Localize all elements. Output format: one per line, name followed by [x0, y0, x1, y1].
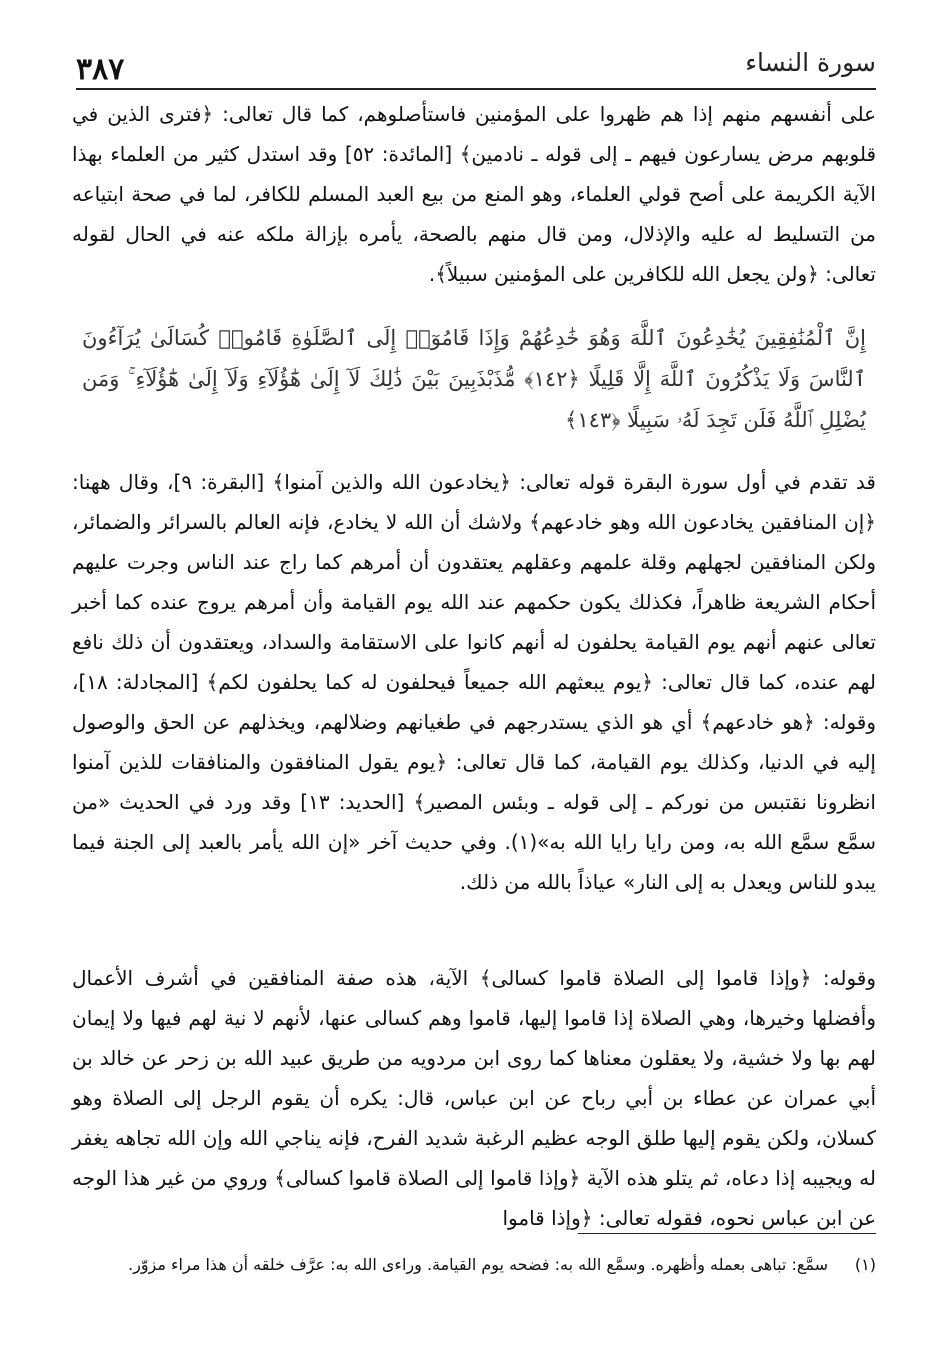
- page-header: [76, 40, 876, 90]
- paragraph-3: وقوله: ﴿وإذا قاموا إلى الصلاة قاموا كسالى﴾ الآية، هذه صفة المنافقين في أشرف الأعمال وأفضلها وخيرها، وهي الصلاة إذا قاموا إليها، قاموا وهم كسالى عنها، لأنهم لا نية لهم فيها ولا إيمان لهم بها ولا خشية، ولا يعقلون معناها كما روى ابن مردويه من طريق عبيد الله بن زحر عن خالد بن أبي عمران عن عطاء بن أبي رباح عن ابن عباس، قال: يكره أن يقوم الرجل إلى الصلاة وهو كسلان، ولكن يقوم إليها طلق الوجه عظيم الرغبة شديد الفرح، فإنه يناجي الله وإن الله تجاهه يغفر له ويجيبه إذا دعاه، ثم يتلو هذه الآية ﴿وإذا قاموا إلى الصلاة قاموا كسالى﴾ وروي من غير هذا الوجه عن ابن عباس نحوه، فقوله تعالى: ﴿وإذا قاموا: [72, 966, 876, 1230]
- paragraph-2: قد تقدم في أول سورة البقرة قوله تعالى: ﴿يخادعون الله والذين آمنوا﴾ [البقرة: ٩]، وقال ههنا: ﴿إن المنافقين يخادعون الله وهو خادعهم﴾ ولاشك أن الله لا يخادع، فإنه العالم بالسرائر والضمائر، ولكن المنافقين لجهلهم وقلة علمهم وعقلهم يعتقدون أن أمرهم كما راج عند الناس وجرت عليهم أحكام الشريعة ظاهراً، فكذلك يكون حكمهم عند الله يوم القيامة وأن أمرهم يروج عنده كما أخبر تعالى عنهم أنهم يوم القيامة يحلفون له أنهم كانوا على الاستقامة والسداد، ويعتقدون أن ذلك نافع لهم عنده، كما قال تعالى: ﴿يوم يبعثهم الله جميعاً فيحلفون له كما يحلفون لكم﴾ [المجادلة: ١٨]، وقوله: ﴿هو خادعهم﴾ أي هو الذي يستدرجهم في طغيانهم وضلالهم، ويخذلهم عن الحق والوصول إليه في الدنيا، وكذلك يوم القيامة، كما قال تعالى: ﴿يوم يقول المنافقون والمنافقات للذين آمنوا انظرونا نقتبس من نوركم ـ إلى قوله ـ وبئس المصير﴾ [الحديد: ١٣] وقد ورد في الحديث «من سمَّع سمَّع الله به، ومن رايا رايا الله به»(١). وفي حديث آخر «إن الله يأمر بالعبد إلى الجنة فيما يبدو للناس ويعدل به إلى النار» عياذاً بالله من ذلك.: [72, 470, 876, 894]
- paragraph-3-block: [72, 958, 876, 1228]
- footnote-text: سمَّع: تباهى بعمله وأظهره. وسمَّع الله به: فضحه يوم القيامة. وراءى الله به: عرَّف خلقه أن هذا مراء مزوّر.: [128, 1255, 828, 1274]
- paragraph-1-block: [72, 94, 876, 304]
- page-number: ٣٨٧: [76, 52, 125, 87]
- quran-verse: إِنَّ ٱلْمُنَٰفِقِينَ يُخَٰدِعُونَ ٱللَّهَ وَهُوَ خَٰدِعُهُمْ وَإِذَا قَامُوٓا۟ إِلَى ٱلصَّلَوٰةِ قَامُوا۟ كُسَالَىٰ يُرَآءُونَ ٱلنَّاسَ وَلَا يَذْكُرُونَ ٱللَّهَ إِلَّا قَلِيلًا ﴿١٤٢﴾ مُّذَبْذَبِينَ بَيْنَ ذَٰلِكَ لَآ إِلَىٰ هَٰٓؤُلَآءِ وَلَآ إِلَىٰ هَٰٓؤُلَآءِ ۚ وَمَن يُضْلِلِ ٱللَّهُ فَلَن تَجِدَ لَهُۥ سَبِيلًا ﴿١٤٣﴾: [82, 326, 867, 432]
- footnote-separator: [578, 1233, 876, 1234]
- quran-verse-block: [82, 318, 866, 442]
- paragraph-1: على أنفسهم منهم إذا هم ظهروا على المؤمنين فاستأصلوهم، كما قال تعالى: ﴿فترى الذين في قلوبهم مرض يسارعون فيهم ـ إلى قوله ـ نادمين﴾ [المائدة: ٥٢] وقد استدل كثير من العلماء بهذا الآية الكريمة على أصح قولي العلماء، وهو المنع من بيع العبد المسلم للكافر، لما في صحة ابتياعه من التسليط له عليه والإذلال، ومن قال منهم بالصحة، يأمره بإزالة ملكه عنه في الحال لقوله تعالى: ﴿ولن يجعل الله للكافرين على المؤمنين سبيلاً﴾.: [72, 102, 876, 286]
- paragraph-2-block: [72, 462, 876, 942]
- footnote-marker: (١): [854, 1255, 876, 1274]
- footnote: [84, 1250, 876, 1280]
- running-title: سورة النساء: [745, 48, 876, 77]
